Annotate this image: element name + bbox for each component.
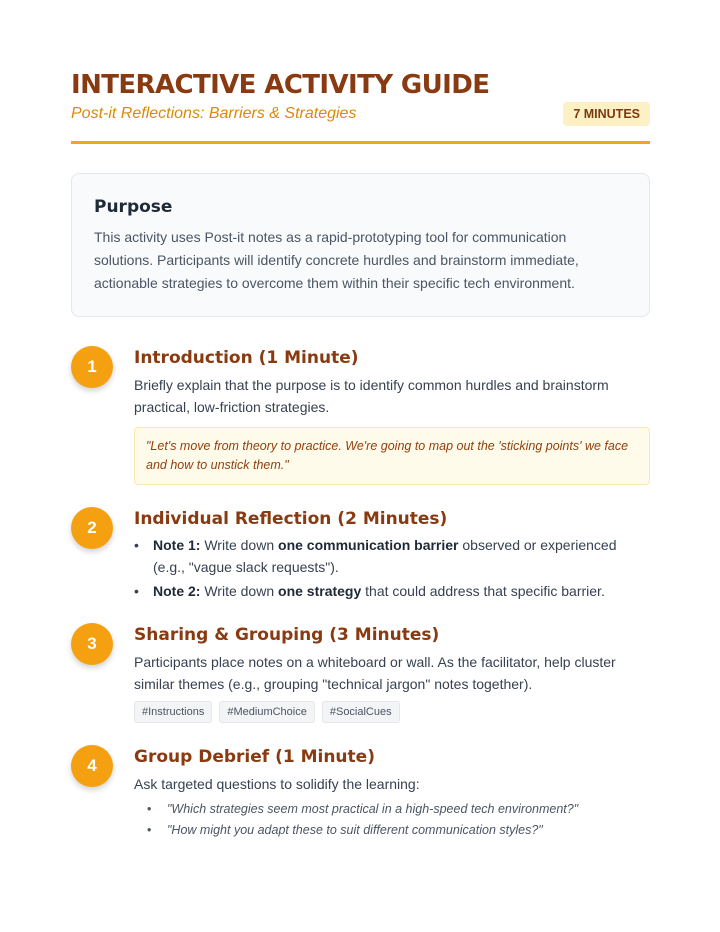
step-content [134,346,650,485]
page-title: INTERACTIVE ACTIVITY GUIDE [71,70,490,100]
purpose-card [71,173,650,317]
step-title: Introduction (1 Minute) [134,348,359,368]
list-item: • Note 2: Write down one strategy that could address that specific barrier. [134,583,605,599]
step-number-badge: 3 [71,623,113,665]
note-label: Note 1: [153,537,201,553]
tag-list [134,701,650,723]
note-list [134,534,650,602]
step-body: Ask targeted questions to solidify the learning: [134,776,420,792]
step-content [134,623,650,723]
page-subtitle: Post-it Reflections: Barriers & Strategies [71,105,357,122]
step-content [134,507,650,604]
list-item: • "How might you adapt these to suit different communication styles?" [147,823,543,837]
tag-chip: #MediumChoice [219,701,314,723]
step-body: Participants place notes on a whiteboard or wall. As the facilitator, help cluster similar themes (e.g., grouping "technical jargon" notes together). [134,654,616,692]
purpose-heading: Purpose [94,197,173,217]
tag-chip: #Instructions [134,701,212,723]
note-emphasis: one communication barrier [278,537,459,553]
list-item: • "Which strategies seem most practical in a high-speed tech environment?" [147,802,579,816]
step-body: Briefly explain that the purpose is to identify common hurdles and brainstorm practical, low-friction strategies. [134,377,609,415]
note-emphasis: one strategy [278,583,362,599]
tag-chip: #SocialCues [322,701,400,723]
step-number-badge: 4 [71,745,113,787]
note-label: Note 2: [153,583,201,599]
purpose-text: This activity uses Post-it notes as a rapid-prototyping tool for communication solutions. Participants will identify concrete hurdles and brainstorm immediate, actionable strategies to overcome them within their specific tech environment. [94,229,579,291]
step-number-badge: 1 [71,346,113,388]
header-divider [71,141,650,144]
duration-badge: 7 MINUTES [563,102,650,126]
list-item: • Note 1: Write down one communication barrier observed or experienced (e.g., "vague slack requests"). [134,537,617,575]
debrief-question-list [134,799,650,841]
step-title: Individual Reflection (2 Minutes) [134,509,448,529]
step-number-badge: 2 [71,507,113,549]
step-content [134,745,650,841]
facilitator-quote: "Let's move from theory to practice. We're going to map out the 'sticking points' we face and how to unstick them." [134,427,650,485]
step-title: Group Debrief (1 Minute) [134,747,375,767]
step-title: Sharing & Grouping (3 Minutes) [134,625,440,645]
